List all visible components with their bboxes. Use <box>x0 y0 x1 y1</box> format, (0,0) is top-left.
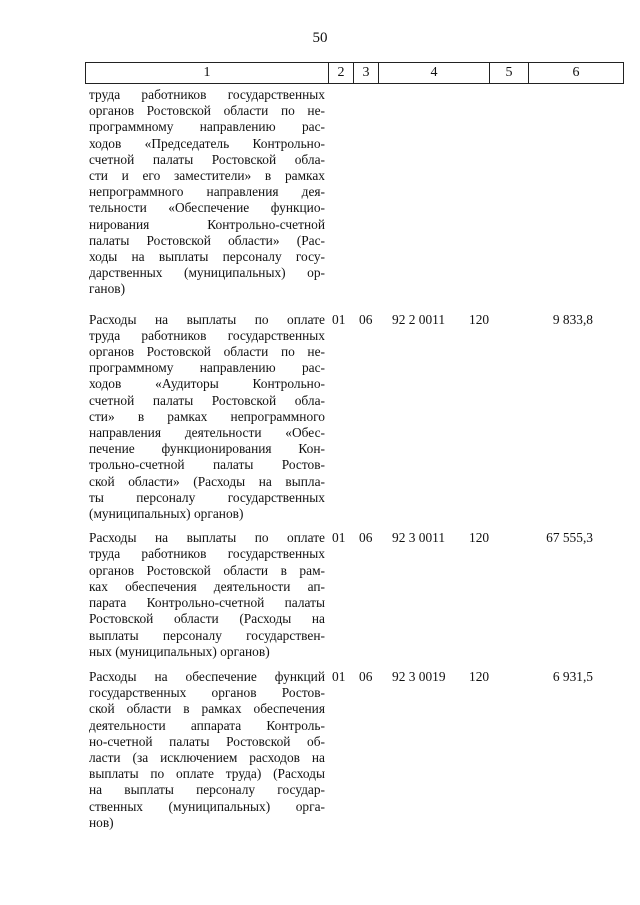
table-row <box>85 312 597 523</box>
description-line: органов Ростовской области по не- <box>89 103 325 119</box>
description-line: счетной палаты Ростовской обла- <box>89 392 325 408</box>
row-subsection-code: 06 <box>359 311 373 327</box>
description-line: Ростовской области (Расходы на <box>89 611 325 627</box>
row-target-article-code: 92 3 0011 <box>392 530 446 546</box>
row-subsection-code: 06 <box>359 668 373 684</box>
row-description <box>85 669 325 831</box>
row-section-code: 01 <box>332 668 346 684</box>
description-line: государственных органов Ростов- <box>89 685 325 701</box>
row-description <box>85 87 325 298</box>
header-col-5: 5 <box>490 63 529 84</box>
description-line: Расходы на обеспечение функций <box>89 668 325 684</box>
row-amount: 67 555,3 <box>546 530 593 546</box>
description-line: трольно-счетной палаты Ростов- <box>89 457 325 473</box>
description-line: труда работников государственных <box>89 327 325 343</box>
row-expense-type-code: 120 <box>469 530 490 546</box>
description-line: нирования Контрольно-счетной <box>89 216 325 232</box>
description-line: направления деятельности «Обес- <box>89 425 325 441</box>
description-line: ганов) <box>89 281 126 297</box>
description-line: ходы на выплаты персоналу госу- <box>89 249 325 265</box>
table-row <box>85 530 597 660</box>
row-section-code: 01 <box>332 530 346 546</box>
row-description <box>85 312 325 523</box>
row-expense-type-code: 120 <box>469 311 490 327</box>
description-line: на выплаты персоналу государ- <box>89 782 325 798</box>
description-line: ласти (за исключением расходов на <box>89 749 325 765</box>
row-section-code: 01 <box>332 311 346 327</box>
description-line: программному направлению рас- <box>89 360 325 376</box>
table-header-row <box>86 63 624 84</box>
row-target-article-code: 92 3 0019 <box>392 668 446 684</box>
description-line: ской области в рамках обеспечения <box>89 701 325 717</box>
description-line: органов Ростовской области в рам- <box>89 562 325 578</box>
description-line: палаты Ростовской области» (Рас- <box>89 232 325 248</box>
description-line: ты персоналу государственных <box>89 489 325 505</box>
table-header <box>85 62 624 84</box>
description-line: органов Ростовской области по не- <box>89 344 325 360</box>
table-body <box>85 87 597 831</box>
description-line: выплаты по оплате труда) (Расходы <box>89 766 325 782</box>
page-number: 50 <box>312 30 328 46</box>
header-col-6: 6 <box>529 63 624 84</box>
description-line: ственных (муниципальных) орга- <box>89 798 325 814</box>
description-line: тельности «Обеспечение функцио- <box>89 200 325 216</box>
description-line: сти и его заместители» в рамках <box>89 168 325 184</box>
header-col-1: 1 <box>86 63 329 84</box>
description-line: парата Контрольно-счетной палаты <box>89 595 325 611</box>
description-line: ходов «Аудиторы Контрольно- <box>89 376 325 392</box>
description-line: сти» в рамках непрограммного <box>89 408 325 424</box>
description-line: программному направлению рас- <box>89 119 325 135</box>
description-line: дарственных (муниципальных) ор- <box>89 265 325 281</box>
row-target-article-code: 92 2 0011 <box>392 311 446 327</box>
header-col-2: 2 <box>329 63 354 84</box>
row-description <box>85 530 325 660</box>
row-amount: 9 833,8 <box>552 311 593 327</box>
header-col-4: 4 <box>379 63 490 84</box>
description-line: деятельности аппарата Контроль- <box>89 717 325 733</box>
description-line: (муниципальных) органов) <box>89 506 244 522</box>
description-line: Расходы на выплаты по оплате <box>89 311 325 327</box>
table-row <box>85 669 597 831</box>
description-line: ках обеспечения деятельности ап- <box>89 578 325 594</box>
description-line: ходов «Председатель Контрольно- <box>89 135 325 151</box>
description-line: труда работников государственных <box>89 546 325 562</box>
description-line: счетной палаты Ростовской обла- <box>89 151 325 167</box>
description-line: нов) <box>89 814 114 830</box>
description-line: труда работников государственных <box>89 87 325 102</box>
description-line: печение функционирования Кон- <box>89 441 325 457</box>
table-row <box>85 87 597 298</box>
description-line: ных (муниципальных) органов) <box>89 643 270 659</box>
description-line: Расходы на выплаты по оплате <box>89 530 325 546</box>
description-line: ской области» (Расходы на выпла- <box>89 473 325 489</box>
description-line: выплаты персоналу государствен- <box>89 627 325 643</box>
row-subsection-code: 06 <box>359 530 373 546</box>
row-expense-type-code: 120 <box>469 668 490 684</box>
header-col-3: 3 <box>354 63 379 84</box>
description-line: но-счетной палаты Ростовской об- <box>89 733 325 749</box>
row-amount: 6 931,5 <box>552 668 593 684</box>
description-line: непрограммного направления дея- <box>89 184 325 200</box>
